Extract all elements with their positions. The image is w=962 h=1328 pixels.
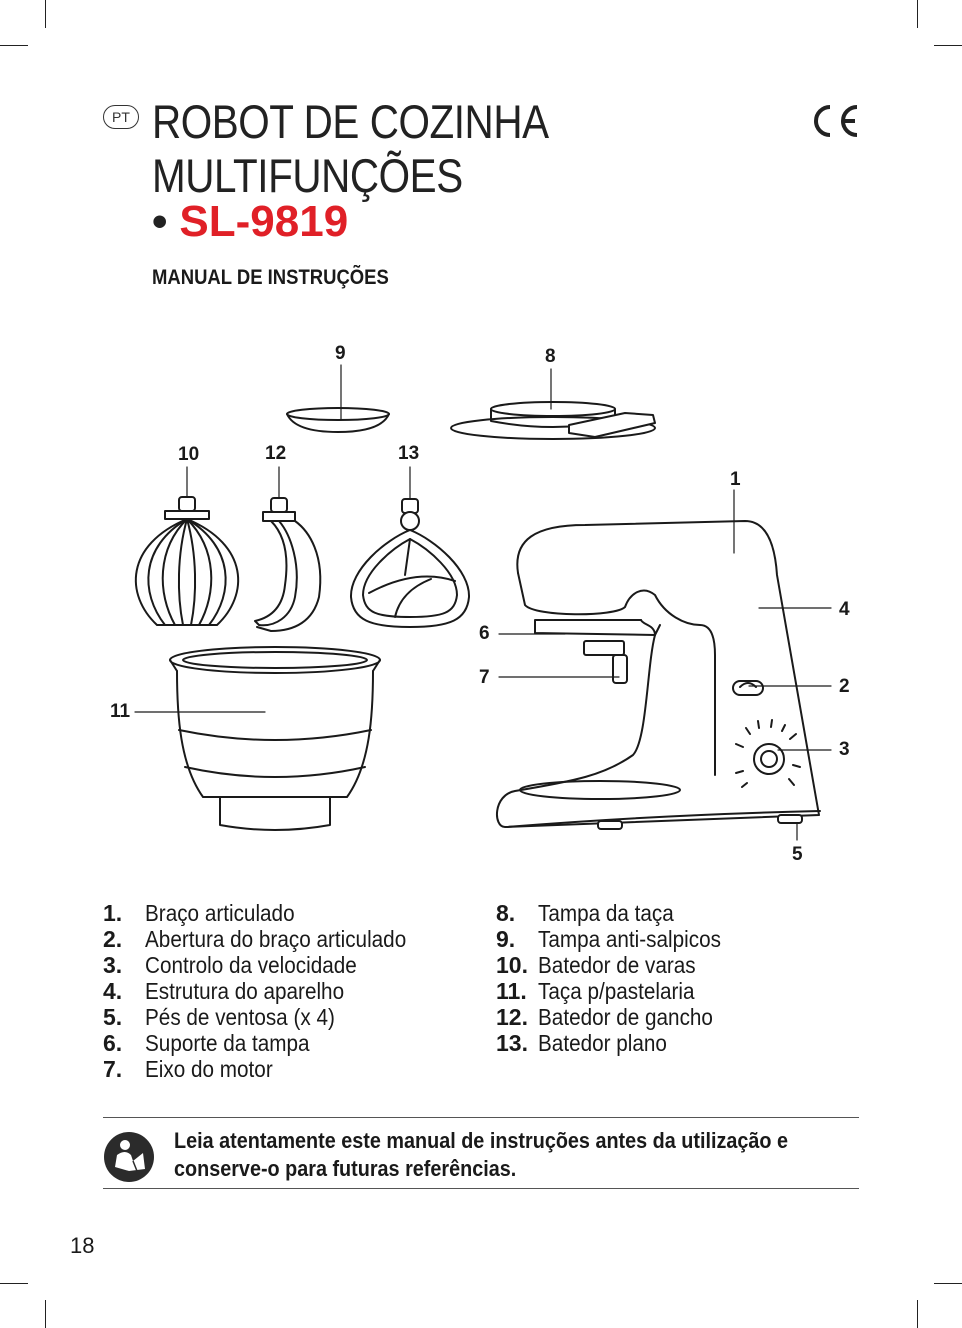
list-item xyxy=(103,900,435,926)
product-diagram xyxy=(95,335,875,875)
item-label: Taça p/pastelaria xyxy=(538,978,695,1004)
callout-8: 8 xyxy=(545,346,556,367)
item-label: Eixo do motor xyxy=(145,1056,273,1082)
item-label: Pés de ventosa (x 4) xyxy=(145,1004,335,1030)
dough-hook-illustration xyxy=(255,498,320,631)
callout-6: 6 xyxy=(479,623,490,644)
item-label: Estrutura do aparelho xyxy=(145,978,345,1004)
item-label: Tampa anti-salpicos xyxy=(538,926,721,952)
item-number: 1. xyxy=(103,900,123,926)
model-line xyxy=(152,198,348,246)
item-number: 3. xyxy=(103,952,123,978)
item-label: Suporte da tampa xyxy=(145,1030,310,1056)
item-label: Batedor plano xyxy=(538,1030,667,1056)
manual-subtitle: MANUAL DE INSTRUÇÕES xyxy=(152,266,389,289)
whisk-illustration xyxy=(136,497,238,625)
callout-13: 13 xyxy=(398,443,420,464)
callout-12: 12 xyxy=(265,443,287,464)
item-label: Batedor de gancho xyxy=(538,1004,713,1030)
list-item xyxy=(103,1004,435,1030)
bowl-lid-illustration xyxy=(451,402,655,439)
item-number: 5. xyxy=(103,1004,123,1030)
read-manual-icon xyxy=(103,1131,155,1183)
crop-mark xyxy=(934,1283,962,1284)
divider xyxy=(103,1117,859,1118)
callout-3: 3 xyxy=(839,739,850,760)
list-item xyxy=(496,926,741,952)
parts-list-left xyxy=(103,900,435,1082)
list-item xyxy=(496,1004,741,1030)
language-badge: PT xyxy=(103,105,139,129)
callout-4: 4 xyxy=(839,599,850,620)
crop-mark xyxy=(934,45,962,46)
item-number: 2. xyxy=(103,926,123,952)
item-number: 7. xyxy=(103,1056,123,1082)
item-number: 6. xyxy=(103,1030,123,1056)
read-manual-notice: Leia atentamente este manual de instruções antes da utilização e conserve-o para futuras referências. xyxy=(174,1128,789,1181)
item-label: Abertura do braço articulado xyxy=(145,926,407,952)
stand-mixer-illustration xyxy=(497,521,820,829)
crop-mark xyxy=(917,0,918,28)
mixing-bowl-illustration xyxy=(170,647,380,830)
item-number: 13. xyxy=(496,1030,528,1056)
title-line-1: ROBOT DE COZINHA xyxy=(152,95,549,148)
model-code: SL-9819 xyxy=(179,197,349,246)
item-number: 12. xyxy=(496,1004,528,1030)
parts-list-right xyxy=(496,900,741,1056)
item-number: 9. xyxy=(496,926,516,952)
splash-guard-illustration xyxy=(287,408,389,432)
list-item xyxy=(496,900,741,926)
model-bullet: • xyxy=(152,197,168,246)
item-number: 8. xyxy=(496,900,516,926)
callout-10: 10 xyxy=(178,444,200,465)
list-item xyxy=(103,1030,435,1056)
divider xyxy=(103,1188,859,1189)
callout-11: 11 xyxy=(110,701,131,722)
list-item xyxy=(103,952,435,978)
flat-beater-illustration xyxy=(351,499,469,627)
item-number: 4. xyxy=(103,978,123,1004)
item-label: Tampa da taça xyxy=(538,900,674,926)
list-item xyxy=(103,1056,435,1082)
page-number: 18 xyxy=(70,1233,95,1258)
title-line-2: MULTIFUNÇÕES xyxy=(152,149,463,202)
list-item xyxy=(496,978,741,1004)
list-item xyxy=(103,978,435,1004)
callout-2: 2 xyxy=(839,676,850,697)
crop-mark xyxy=(45,1300,46,1328)
crop-mark xyxy=(0,45,28,46)
crop-mark xyxy=(917,1300,918,1328)
callout-1: 1 xyxy=(730,469,741,490)
item-number: 10. xyxy=(496,952,528,978)
list-item xyxy=(496,952,741,978)
list-item xyxy=(103,926,435,952)
crop-mark xyxy=(0,1283,28,1284)
item-number: 11. xyxy=(496,978,527,1004)
page-title xyxy=(152,95,549,203)
ce-mark-icon xyxy=(808,102,860,140)
callout-7: 7 xyxy=(479,667,490,688)
callout-9: 9 xyxy=(335,343,346,364)
item-label: Batedor de varas xyxy=(538,952,696,978)
item-label: Braço articulado xyxy=(145,900,295,926)
item-label: Controlo da velocidade xyxy=(145,952,357,978)
crop-mark xyxy=(45,0,46,28)
list-item xyxy=(496,1030,741,1056)
callout-5: 5 xyxy=(792,844,803,865)
